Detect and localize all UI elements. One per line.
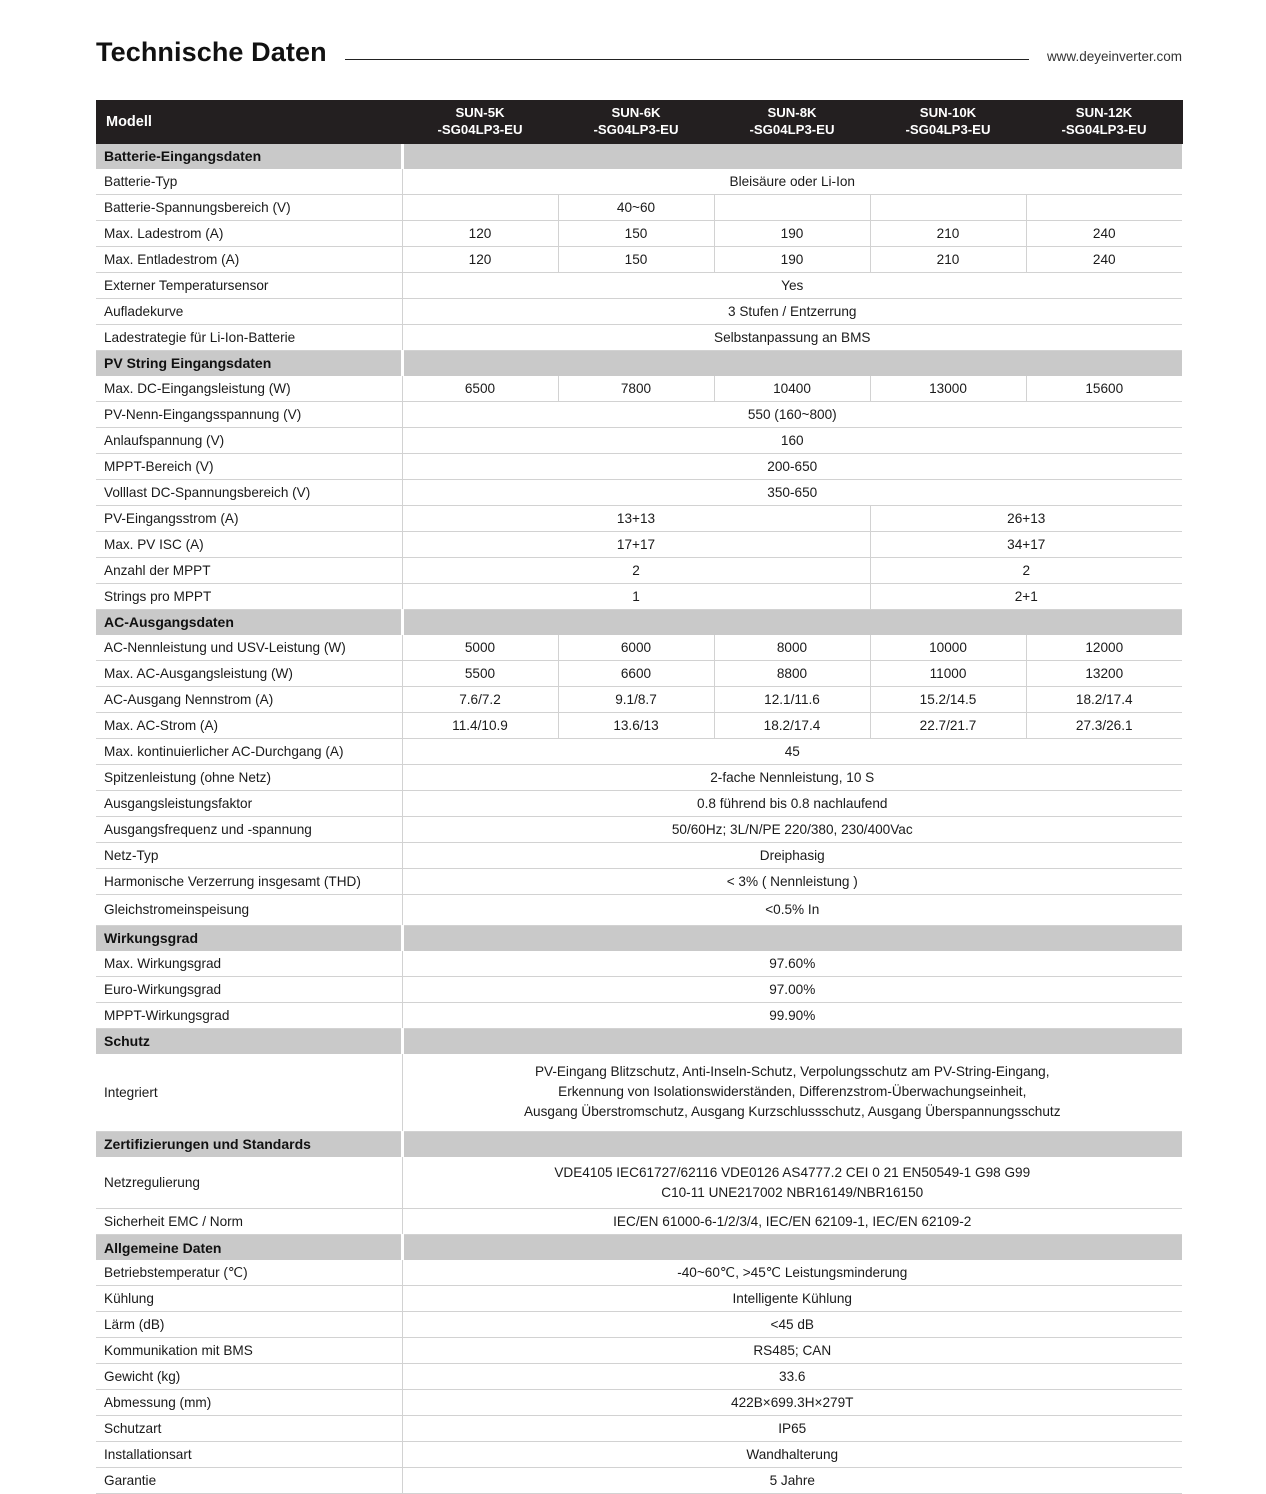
row-value-empty (870, 194, 1026, 220)
row-label: Gleichstromeinspeisung (96, 894, 402, 925)
section-band (402, 1235, 1182, 1261)
row-label: Max. Ladestrom (A) (96, 220, 402, 246)
row-value: Selbstanpassung an BMS (402, 324, 1182, 350)
row-label: Ladestrategie für Li-Ion-Batterie (96, 324, 402, 350)
row-value: 15600 (1026, 376, 1182, 402)
model-column-0 (402, 100, 558, 144)
row-value: 13000 (870, 376, 1026, 402)
table-row (96, 1157, 1182, 1209)
row-value: 99.90% (402, 1002, 1182, 1028)
row-label: Installationsart (96, 1442, 402, 1468)
table-row (96, 1390, 1182, 1416)
row-value: 1 (402, 583, 870, 609)
model-name: SUN-10K (919, 105, 977, 121)
row-label: Lärm (dB) (96, 1312, 402, 1338)
model-name: SUN-5K (455, 105, 505, 121)
row-value: 8000 (714, 635, 870, 661)
model-suffix: -SG04LP3-EU (437, 121, 523, 137)
table-row (96, 220, 1182, 246)
page-title: Technische Daten (96, 37, 327, 67)
table-row (96, 453, 1182, 479)
section-title: Schutz (96, 1028, 402, 1054)
row-value: 33.6 (402, 1364, 1182, 1390)
row-label: AC-Nennleistung und USV-Leistung (W) (96, 635, 402, 661)
row-value: IP65 (402, 1416, 1182, 1442)
row-value: 27.3/26.1 (1026, 712, 1182, 738)
row-value: RS485; CAN (402, 1338, 1182, 1364)
row-value: 150 (558, 220, 714, 246)
table-row (96, 976, 1182, 1002)
row-value: 190 (714, 246, 870, 272)
specifications-table (96, 100, 1183, 1494)
row-label: MPPT-Wirkungsgrad (96, 1002, 402, 1028)
table-row (96, 816, 1182, 842)
row-value: 150 (558, 246, 714, 272)
section-row (96, 925, 1182, 951)
table-row (96, 868, 1182, 894)
row-value: 40~60 (558, 194, 714, 220)
row-value: 50/60Hz; 3L/N/PE 220/380, 230/400Vac (402, 816, 1182, 842)
row-value: 11.4/10.9 (402, 712, 558, 738)
row-label: Kühlung (96, 1286, 402, 1312)
section-band (402, 350, 1182, 376)
model-column-4 (1026, 100, 1182, 144)
website-url: www.deyeinverter.com (1046, 48, 1182, 64)
table-row (96, 1364, 1182, 1390)
row-value: 2+1 (870, 583, 1182, 609)
row-value: 10000 (870, 635, 1026, 661)
table-row (96, 894, 1182, 925)
table-row (96, 1338, 1182, 1364)
row-label: PV-Nenn-Eingangsspannung (V) (96, 401, 402, 427)
row-value (402, 1054, 1182, 1132)
row-value: 210 (870, 246, 1026, 272)
row-value: 6600 (558, 660, 714, 686)
table-row (96, 583, 1182, 609)
section-title: AC-Ausgangsdaten (96, 609, 402, 635)
row-value: 6500 (402, 376, 558, 402)
row-value: 190 (714, 220, 870, 246)
section-band (402, 1131, 1182, 1157)
table-row (96, 635, 1182, 661)
table-row (96, 169, 1182, 195)
section-row (96, 609, 1182, 635)
row-value: 17+17 (402, 531, 870, 557)
table-row (96, 557, 1182, 583)
row-label: Anzahl der MPPT (96, 557, 402, 583)
row-value: 350-650 (402, 479, 1182, 505)
row-value: 97.60% (402, 951, 1182, 977)
row-label: Max. Wirkungsgrad (96, 951, 402, 977)
row-value: 13+13 (402, 505, 870, 531)
row-value: 120 (402, 246, 558, 272)
row-value-line: C10-11 UNE217002 NBR16149/NBR16150 (661, 1184, 924, 1200)
row-value-empty (402, 194, 558, 220)
table-row (96, 738, 1182, 764)
table-row (96, 376, 1182, 402)
section-title: Allgemeine Daten (96, 1235, 402, 1261)
row-value: Bleisäure oder Li-Ion (402, 169, 1182, 195)
row-label: Ausgangsfrequenz und -spannung (96, 816, 402, 842)
table-row (96, 479, 1182, 505)
row-value: 3 Stufen / Entzerrung (402, 298, 1182, 324)
table-row (96, 790, 1182, 816)
row-label: Volllast DC-Spannungsbereich (V) (96, 479, 402, 505)
section-band (402, 144, 1182, 169)
row-value-empty (714, 194, 870, 220)
table-row (96, 1002, 1182, 1028)
table-row (96, 842, 1182, 868)
row-value-line: PV-Eingang Blitzschutz, Anti-Inseln-Schutz, Verpolungsschutz am PV-String-Eingang, (534, 1063, 1050, 1079)
row-value-line: Erkennung von Isolationswiderständen, Differenzstrom-Überwachungseinheit, (558, 1084, 1027, 1100)
section-title: Wirkungsgrad (96, 925, 402, 951)
row-label: Max. PV ISC (A) (96, 531, 402, 557)
table-row (96, 1312, 1182, 1338)
row-label: Abmessung (mm) (96, 1390, 402, 1416)
model-name: SUN-6K (611, 105, 661, 121)
row-value: 120 (402, 220, 558, 246)
table-row (96, 1286, 1182, 1312)
row-value: 6000 (558, 635, 714, 661)
table-header (96, 100, 1182, 144)
table-row (96, 686, 1182, 712)
row-value: 5000 (402, 635, 558, 661)
row-label: Harmonische Verzerrung insgesamt (THD) (96, 868, 402, 894)
row-value: 422B×699.3H×279T (402, 1390, 1182, 1416)
section-title: Batterie-Eingangsdaten (96, 144, 402, 169)
row-label: Garantie (96, 1468, 402, 1494)
row-value: 9.1/8.7 (558, 686, 714, 712)
row-label: Kommunikation mit BMS (96, 1338, 402, 1364)
row-value: 210 (870, 220, 1026, 246)
row-value: 26+13 (870, 505, 1182, 531)
row-label: Sicherheit EMC / Norm (96, 1209, 402, 1235)
row-label: Strings pro MPPT (96, 583, 402, 609)
table-row (96, 324, 1182, 350)
row-value: 200-650 (402, 453, 1182, 479)
row-label: MPPT-Bereich (V) (96, 453, 402, 479)
section-row (96, 1028, 1182, 1054)
row-value: 7.6/7.2 (402, 686, 558, 712)
row-value (402, 1157, 1182, 1209)
row-value: Intelligente Kühlung (402, 1286, 1182, 1312)
model-column-1 (558, 100, 714, 144)
title-divider (345, 59, 1029, 60)
table-row (96, 1209, 1182, 1235)
row-value: 2 (402, 557, 870, 583)
table-row (96, 505, 1182, 531)
section-title: Zertifizierungen und Standards (96, 1131, 402, 1157)
row-value: 0.8 führend bis 0.8 nachlaufend (402, 790, 1182, 816)
row-label: Betriebstemperatur (℃) (96, 1260, 402, 1286)
row-value: <0.5% In (402, 894, 1182, 925)
model-column-2 (714, 100, 870, 144)
document-header (96, 38, 1182, 76)
model-suffix: -SG04LP3-EU (1061, 121, 1147, 137)
row-value: 15.2/14.5 (870, 686, 1026, 712)
row-value: 22.7/21.7 (870, 712, 1026, 738)
row-label: Gewicht (kg) (96, 1364, 402, 1390)
row-label: AC-Ausgang Nennstrom (A) (96, 686, 402, 712)
row-value: Yes (402, 272, 1182, 298)
row-value: 240 (1026, 246, 1182, 272)
row-value: 10400 (714, 376, 870, 402)
row-value: <45 dB (402, 1312, 1182, 1338)
row-label: Anlaufspannung (V) (96, 427, 402, 453)
section-title: PV String Eingangsdaten (96, 350, 402, 376)
row-value-empty (1026, 194, 1182, 220)
row-value: 8800 (714, 660, 870, 686)
row-label: Aufladekurve (96, 298, 402, 324)
model-name: SUN-12K (1075, 105, 1133, 121)
table-row (96, 401, 1182, 427)
row-value: Dreiphasig (402, 842, 1182, 868)
section-row (96, 1131, 1182, 1157)
row-label: Max. kontinuierlicher AC-Durchgang (A) (96, 738, 402, 764)
table-row (96, 712, 1182, 738)
section-row (96, 350, 1182, 376)
row-value: 7800 (558, 376, 714, 402)
row-label: PV-Eingangsstrom (A) (96, 505, 402, 531)
section-row (96, 144, 1182, 169)
row-value: Wandhalterung (402, 1442, 1182, 1468)
row-value: 45 (402, 738, 1182, 764)
row-value: 34+17 (870, 531, 1182, 557)
table-row (96, 1416, 1182, 1442)
model-suffix: -SG04LP3-EU (749, 121, 835, 137)
row-value: 13200 (1026, 660, 1182, 686)
model-suffix: -SG04LP3-EU (905, 121, 991, 137)
row-label: Netz-Typ (96, 842, 402, 868)
row-label: Batterie-Spannungsbereich (V) (96, 194, 402, 220)
row-label: Max. Entladestrom (A) (96, 246, 402, 272)
row-label: Netzregulierung (96, 1157, 402, 1209)
row-value: 160 (402, 427, 1182, 453)
table-row (96, 1260, 1182, 1286)
table-row (96, 951, 1182, 977)
row-value: 18.2/17.4 (714, 712, 870, 738)
section-band (402, 609, 1182, 635)
row-label: Euro-Wirkungsgrad (96, 976, 402, 1002)
row-label: Spitzenleistung (ohne Netz) (96, 764, 402, 790)
row-label: Max. DC-Eingangsleistung (W) (96, 376, 402, 402)
table-row (96, 764, 1182, 790)
row-label: Integriert (96, 1054, 402, 1132)
row-label: Schutzart (96, 1416, 402, 1442)
row-value: 12000 (1026, 635, 1182, 661)
row-value: 550 (160~800) (402, 401, 1182, 427)
table-row (96, 298, 1182, 324)
table-row (96, 531, 1182, 557)
row-value: 13.6/13 (558, 712, 714, 738)
model-suffix: -SG04LP3-EU (593, 121, 679, 137)
table-row (96, 1054, 1182, 1132)
model-label-cell: Modell (96, 100, 402, 144)
row-value: < 3% ( Nennleistung ) (402, 868, 1182, 894)
row-value: 2 (870, 557, 1182, 583)
table-row (96, 660, 1182, 686)
row-label: Externer Temperatursensor (96, 272, 402, 298)
row-value: 2-fache Nennleistung, 10 S (402, 764, 1182, 790)
row-label: Max. AC-Ausgangsleistung (W) (96, 660, 402, 686)
table-row (96, 272, 1182, 298)
row-value: 18.2/17.4 (1026, 686, 1182, 712)
section-row (96, 1235, 1182, 1261)
row-value: 97.00% (402, 976, 1182, 1002)
row-value: IEC/EN 61000-6-1/2/3/4, IEC/EN 62109-1, IEC/EN 62109-2 (402, 1209, 1182, 1235)
table-row (96, 1442, 1182, 1468)
row-value: 12.1/11.6 (714, 686, 870, 712)
table-row (96, 1468, 1182, 1494)
model-column-3 (870, 100, 1026, 144)
table-row (96, 194, 1182, 220)
row-value: -40~60℃, >45℃ Leistungsminderung (402, 1260, 1182, 1286)
row-value: 5500 (402, 660, 558, 686)
model-name: SUN-8K (767, 105, 817, 121)
row-value-line: VDE4105 IEC61727/62116 VDE0126 AS4777.2 CEI 0 21 EN50549-1 G98 G99 (554, 1164, 1031, 1180)
row-value: 11000 (870, 660, 1026, 686)
row-value-line: Ausgang Überstromschutz, Ausgang Kurzschlussschutz, Ausgang Überspannungsschutz (523, 1104, 1061, 1120)
table-row (96, 427, 1182, 453)
row-label: Max. AC-Strom (A) (96, 712, 402, 738)
section-band (402, 925, 1182, 951)
row-value: 240 (1026, 220, 1182, 246)
table-body (96, 144, 1182, 1494)
model-header-row (96, 100, 1182, 144)
row-label: Batterie-Typ (96, 169, 402, 195)
row-value: 5 Jahre (402, 1468, 1182, 1494)
row-label: Ausgangsleistungsfaktor (96, 790, 402, 816)
table-row (96, 246, 1182, 272)
section-band (402, 1028, 1182, 1054)
